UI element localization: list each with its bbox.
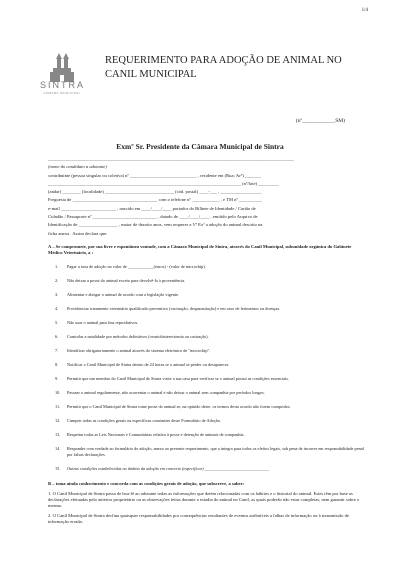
section-b-heading: B – toma ainda conhecimento e concorda com as condições gerais de adoção, que subscreve, a saber: [48, 481, 245, 486]
form-line[interactable]: e-mail ________________________ , nascido em ____/____/____ portador do Bilhete de Identidade / Cartão de [48, 205, 256, 211]
list-item: 11. Permitir que o Canil Municipal de Sintra tome posse do animal se, na opinião deste, os termos desta acordo não forem cumpridos. [55, 404, 291, 409]
list-item: 9. Permitir que um membro do Canil Municipal de Sintra visite a sua casa para verificar se o animal possui as condições essenciais. [55, 376, 289, 381]
commitments-list [55, 264, 365, 480]
form-line[interactable]: ____________________________________________________________________________________ (nº/lote) _________ [48, 180, 279, 186]
list-item: 4. Providenciar tratamento veterinário qualificado preventivo (vacinação, desparasitação) e em caso de ferimentos ou doenças. [55, 306, 281, 311]
form-line[interactable]: (andar) ________ (localidade) ______________________________ (cód. postal) ____-___ , __________________ [48, 189, 262, 195]
reference-number: (nº____________SM) [295, 118, 345, 124]
applicant-form [48, 155, 366, 238]
addressee-heading: Exmº Sr. Presidente da Câmara Municipal de Sintra [116, 142, 284, 151]
list-item: 5. Não usar o animal para fins reprodutivos. [55, 320, 139, 325]
form-line[interactable]: ___________________________________________________________________________________________________________ [48, 156, 294, 161]
list-item: 6. Controlar a natalidade por métodos definitivos (ovariohisterectomia ou castração). [55, 334, 209, 339]
list-item: 3. Alimentar e abrigar o animal de acordo com a legislação vigente. [55, 292, 180, 297]
list-item: 14. Responder com verdade ao formulário de adoção, anexo ao presente requerimento, que a integra para todos os efeitos legais, sob pena de incorrer em responsabilidade penal por falsas declarações. [55, 446, 364, 457]
list-item: 2. Não deixar a posse do animal exceto para devolvê-lo à proveniência. [55, 278, 186, 283]
logo-subtitle: CÂMARA MUNICIPAL [43, 91, 81, 95]
section-b [48, 481, 366, 529]
document-title: REQUERIMENTO PARA ADOÇÃO DE ANIMAL NO CANIL MUNICIPAL [105, 55, 342, 80]
list-item: 7. Identificar obrigatoriamente o animal através do sistema eletrónico de "microchip". [55, 348, 211, 353]
section-b-paragraph: 2. O Canil Municipal de Sintra declina quaisquer responsabilidades por consequências resultantes de eventos atribuíveis a falhas de informação ou à transmissão de informação errada; [48, 513, 349, 524]
form-line-caption: (nome do candidato a adotante) [48, 164, 107, 170]
page-number: 1/4 [361, 8, 368, 13]
form-line[interactable]: Cidadão / Passaporte nº ____________________________ , datado de ____/____/____ , emitido pelo Arquivo de [48, 214, 258, 220]
section-a-heading: A – Se compromete, por sua livre e espontânea vontade, com a Câmara Municipal de Sintra, através do Canil Municipal, subunidade orgânica do Gabinete Médico Veterinário, a : [48, 244, 352, 256]
list-item: 8. Notificar o Canil Municipal de Sintra dentro de 24 horas se o animal se perder ou desaparecer. [55, 362, 230, 367]
form-line: ficha anexa . Assim declara que: [48, 230, 108, 236]
section-b-paragraph: 1. O Canil Municipal de Sintra passa de boa-fé ao adotante todas as informações que detém relacionadas com os hábitos e o historial do animal. Estes têm por base as declarações efetuadas pelo anterior proprietário ou as observações feitas durante a estadia do animal no Canil, as quais poderão não estar completas, nem garantir sobre o mesmo. [48, 491, 360, 508]
list-item: 10. Passear o animal regularmente, não acorrentar o animal e não deixar o animal sem companhia por períodos longos. [55, 390, 265, 395]
list-item: 13. Respeitar todas as Leis Nacionais e Comunitárias relativa à posse e detenção de animais de companhia. [55, 432, 245, 437]
form-line[interactable]: Freguesia de _____________________________________ com o telefone nº ____________ , e TM nº __________ [48, 197, 262, 203]
form-line[interactable]: contribuinte (pessoa singular ou coletiva) nº _____________________________ , residente em (Rua; Avª) _______ [48, 172, 261, 178]
list-item: 1. Pagar a taxa de adoção no valor de ____________(euros) - (valor de microchip). [55, 264, 206, 269]
list-item: 12. Cumprir todas as condições gerais ou específicas constantes deste Formulário de Adoção. [55, 418, 221, 423]
logo-wordmark: SINTRA [40, 80, 86, 90]
list-item[interactable]: 15. Outras condições estabelecidas no âmbito da adoção em concreto (especificar) ______________________________ [55, 465, 270, 471]
form-line[interactable]: Identificação de _________________ , maior de dezoito anos, vem requerer a Vª Exª a adoção do animal descrito na [48, 222, 263, 228]
